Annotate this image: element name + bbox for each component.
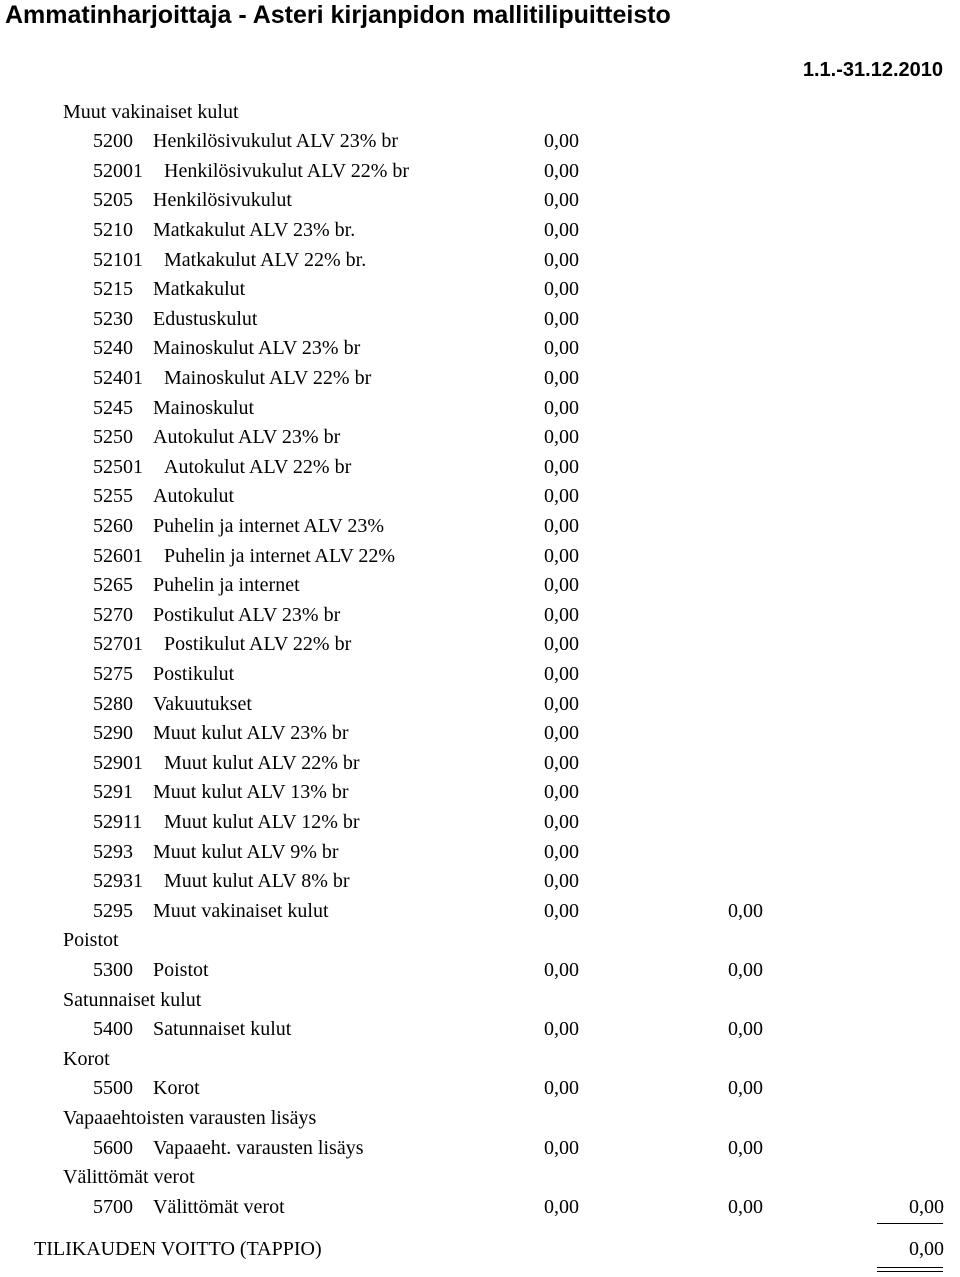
account-code: 5275 — [93, 662, 133, 685]
account-row — [0, 808, 960, 838]
account-code: 52701 — [93, 633, 143, 656]
account-name: Vapaaeht. varausten lisäys — [153, 1136, 364, 1159]
account-code: 52501 — [93, 455, 143, 478]
account-amount: 0,00 — [544, 189, 579, 212]
account-code: 52901 — [93, 751, 143, 774]
account-name: Korot — [153, 1077, 200, 1100]
account-amount: 0,00 — [544, 159, 579, 182]
account-row — [0, 512, 960, 542]
account-row — [0, 334, 960, 364]
account-amount: 0,00 — [544, 870, 579, 893]
account-amount: 0,00 — [544, 722, 579, 745]
account-amount: 0,00 — [544, 781, 579, 804]
account-code: 5295 — [93, 899, 133, 922]
account-amount: 0,00 — [544, 218, 579, 241]
group-subtotal: 0,00 — [728, 958, 763, 981]
account-code: 5400 — [93, 1018, 133, 1041]
account-row — [0, 423, 960, 453]
account-code: 52101 — [93, 248, 143, 271]
account-row — [0, 216, 960, 246]
account-row — [0, 956, 960, 986]
account-name: Autokulut — [153, 485, 235, 508]
account-amount: 0,00 — [544, 485, 579, 508]
account-name: Henkilösivukulut ALV 23% br — [153, 130, 399, 153]
account-row — [0, 1193, 960, 1223]
result-amount: 0,00 — [909, 1237, 944, 1260]
account-name: Mainoskulut — [153, 396, 255, 419]
group-subtotal: 0,00 — [728, 899, 763, 922]
account-amount: 0,00 — [544, 751, 579, 774]
account-code: 5500 — [93, 1077, 133, 1100]
account-code: 52601 — [93, 544, 143, 567]
account-name: Autokulut ALV 22% br — [164, 455, 352, 478]
account-code: 5205 — [93, 189, 133, 212]
period-label: 1.1.-31.12.2010 — [802, 59, 943, 81]
account-name: Muut kulut ALV 23% br — [153, 722, 349, 745]
account-amount: 0,00 — [544, 574, 579, 597]
account-code: 52911 — [93, 810, 143, 833]
account-row — [0, 690, 960, 720]
account-code: 5291 — [93, 781, 133, 804]
account-code: 5300 — [93, 958, 133, 981]
account-name: Autokulut ALV 23% br — [153, 426, 341, 449]
section-heading — [0, 926, 960, 956]
account-code: 5293 — [93, 840, 133, 863]
account-row — [0, 867, 960, 897]
account-name: Vakuutukset — [153, 692, 252, 715]
account-amount: 0,00 — [544, 1195, 579, 1218]
account-row — [0, 749, 960, 779]
account-row — [0, 394, 960, 424]
account-row — [0, 1015, 960, 1045]
running-total: 0,00 — [909, 1195, 944, 1218]
account-amount: 0,00 — [544, 810, 579, 833]
account-amount: 0,00 — [544, 1136, 579, 1159]
section-heading-text: Satunnaiset kulut — [63, 988, 202, 1011]
total-underline — [877, 1223, 943, 1224]
account-amount: 0,00 — [544, 248, 579, 271]
account-name: Henkilösivukulut ALV 22% br — [164, 159, 410, 182]
account-amount: 0,00 — [544, 1077, 579, 1100]
section-heading-text: Muut vakinaiset kulut — [63, 100, 239, 123]
account-amount: 0,00 — [544, 840, 579, 863]
section-heading-text: Poistot — [63, 929, 119, 952]
account-amount: 0,00 — [544, 899, 579, 922]
double-underline-bottom — [877, 1271, 943, 1272]
result-label: TILIKAUDEN VOITTO (TAPPIO) — [34, 1237, 322, 1260]
section-heading — [0, 986, 960, 1016]
account-row — [0, 571, 960, 601]
account-amount: 0,00 — [544, 958, 579, 981]
account-name: Puhelin ja internet ALV 22% — [164, 544, 396, 567]
account-amount: 0,00 — [544, 366, 579, 389]
account-code: 52001 — [93, 159, 143, 182]
account-name: Edustuskulut — [153, 307, 258, 330]
account-row — [0, 246, 960, 276]
account-name: Postikulut — [153, 662, 235, 685]
account-name: Matkakulut — [153, 278, 246, 301]
account-code: 5270 — [93, 603, 133, 626]
account-row — [0, 719, 960, 749]
account-amount: 0,00 — [544, 130, 579, 153]
account-name: Puhelin ja internet ALV 23% — [153, 514, 385, 537]
section-heading — [0, 1104, 960, 1134]
account-amount: 0,00 — [544, 337, 579, 360]
account-name: Muut kulut ALV 9% br — [153, 840, 339, 863]
group-subtotal: 0,00 — [728, 1195, 763, 1218]
account-name: Matkakulut ALV 22% br. — [164, 248, 367, 271]
account-code: 5210 — [93, 218, 133, 241]
account-row — [0, 601, 960, 631]
account-code: 5200 — [93, 130, 133, 153]
account-amount: 0,00 — [544, 426, 579, 449]
account-code: 5600 — [93, 1136, 133, 1159]
account-row — [0, 838, 960, 868]
account-row — [0, 127, 960, 157]
account-row — [0, 1074, 960, 1104]
account-name: Muut kulut ALV 8% br — [164, 870, 350, 893]
section-heading-text: Välittömät verot — [63, 1166, 195, 1189]
account-row — [0, 897, 960, 927]
account-name: Henkilösivukulut — [153, 189, 292, 212]
account-amount: 0,00 — [544, 603, 579, 626]
account-code: 5255 — [93, 485, 133, 508]
account-row — [0, 305, 960, 335]
section-heading — [0, 1045, 960, 1075]
account-row — [0, 778, 960, 808]
page-title: Ammatinharjoittaja - Asteri kirjanpidon mallitilipuitteisto — [5, 1, 671, 29]
account-name: Satunnaiset kulut — [153, 1018, 292, 1041]
account-amount: 0,00 — [544, 307, 579, 330]
result-row — [0, 1235, 960, 1265]
account-row — [0, 157, 960, 187]
account-name: Puhelin ja internet — [153, 574, 300, 597]
section-heading-text: Korot — [63, 1047, 110, 1070]
account-code: 5265 — [93, 574, 133, 597]
group-subtotal: 0,00 — [728, 1018, 763, 1041]
account-row — [0, 660, 960, 690]
account-name: Mainoskulut ALV 22% br — [164, 366, 372, 389]
account-amount: 0,00 — [544, 1018, 579, 1041]
account-code: 5230 — [93, 307, 133, 330]
account-row — [0, 453, 960, 483]
account-amount: 0,00 — [544, 633, 579, 656]
account-name: Muut vakinaiset kulut — [153, 899, 329, 922]
account-amount: 0,00 — [544, 544, 579, 567]
double-underline-top — [877, 1267, 943, 1268]
account-row — [0, 186, 960, 216]
account-row — [0, 482, 960, 512]
account-row — [0, 542, 960, 572]
account-name: Postikulut ALV 22% br — [164, 633, 352, 656]
account-name: Muut kulut ALV 22% br — [164, 751, 360, 774]
group-subtotal: 0,00 — [728, 1136, 763, 1159]
account-amount: 0,00 — [544, 278, 579, 301]
account-code: 5260 — [93, 514, 133, 537]
account-code: 5240 — [93, 337, 133, 360]
account-row — [0, 364, 960, 394]
account-code: 5245 — [93, 396, 133, 419]
account-row — [0, 275, 960, 305]
section-heading — [0, 1163, 960, 1193]
account-code: 52931 — [93, 870, 143, 893]
section-heading-text: Vapaaehtoisten varausten lisäys — [63, 1106, 317, 1129]
account-name: Muut kulut ALV 12% br — [164, 810, 360, 833]
account-code: 5700 — [93, 1195, 133, 1218]
account-code: 5215 — [93, 278, 133, 301]
account-code: 5250 — [93, 426, 133, 449]
account-name: Muut kulut ALV 13% br — [153, 781, 349, 804]
account-amount: 0,00 — [544, 692, 579, 715]
group-subtotal: 0,00 — [728, 1077, 763, 1100]
account-amount: 0,00 — [544, 455, 579, 478]
account-amount: 0,00 — [544, 396, 579, 419]
account-name: Poistot — [153, 958, 209, 981]
account-row — [0, 630, 960, 660]
account-name: Mainoskulut ALV 23% br — [153, 337, 361, 360]
account-amount: 0,00 — [544, 514, 579, 537]
account-code: 5280 — [93, 692, 133, 715]
account-code: 52401 — [93, 366, 143, 389]
account-name: Matkakulut ALV 23% br. — [153, 218, 356, 241]
account-code: 5290 — [93, 722, 133, 745]
account-name: Postikulut ALV 23% br — [153, 603, 341, 626]
account-name: Välittömät verot — [153, 1195, 285, 1218]
account-row — [0, 1134, 960, 1164]
section-heading — [0, 98, 960, 128]
account-amount: 0,00 — [544, 662, 579, 685]
